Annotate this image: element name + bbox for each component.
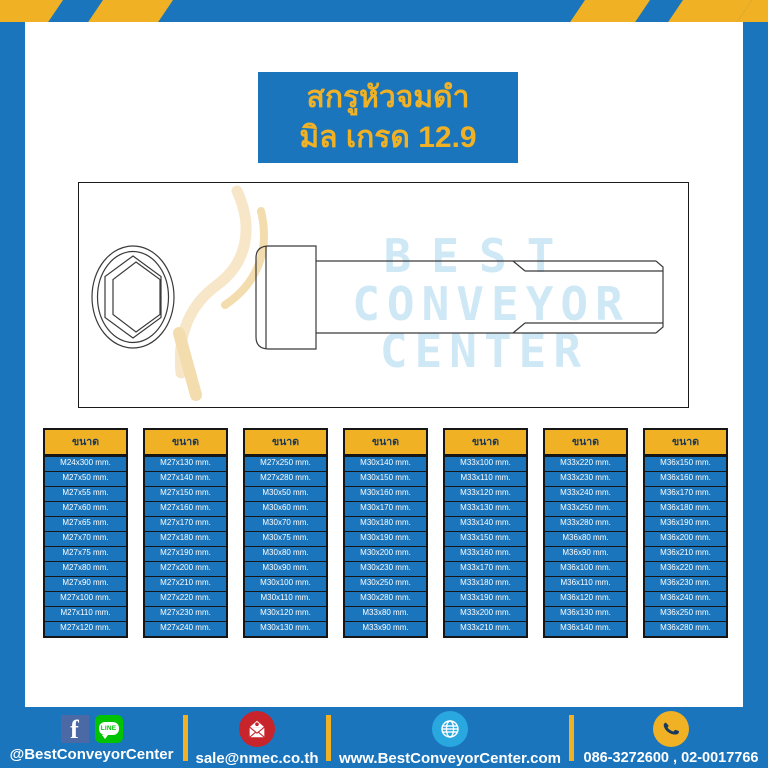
envelope-glyph bbox=[246, 718, 268, 740]
size-cell: M36x100 mm. bbox=[545, 561, 626, 576]
size-cell: M36x230 mm. bbox=[645, 576, 726, 591]
size-cell: M27x100 mm. bbox=[45, 591, 126, 606]
size-cell: M36x200 mm. bbox=[645, 531, 726, 546]
size-cell: M30x180 mm. bbox=[345, 516, 426, 531]
size-cell: M30x280 mm. bbox=[345, 591, 426, 606]
size-cell: M27x70 mm. bbox=[45, 531, 126, 546]
size-cell: M36x210 mm. bbox=[645, 546, 726, 561]
size-cell: M36x150 mm. bbox=[645, 456, 726, 471]
size-cell: M33x110 mm. bbox=[445, 471, 526, 486]
size-column-header: ขนาด bbox=[45, 430, 126, 456]
globe-glyph bbox=[438, 717, 462, 741]
line-icon bbox=[95, 715, 123, 743]
size-cell: M27x230 mm. bbox=[145, 606, 226, 621]
size-cell: M36x120 mm. bbox=[545, 591, 626, 606]
size-cell: M30x140 mm. bbox=[345, 456, 426, 471]
social-handle: @BestConveyorCenter bbox=[9, 745, 174, 763]
size-cell: M27x170 mm. bbox=[145, 516, 226, 531]
size-cell: M36x220 mm. bbox=[645, 561, 726, 576]
size-cell: M30x200 mm. bbox=[345, 546, 426, 561]
size-column-header: ขนาด bbox=[545, 430, 626, 456]
size-cell: M36x250 mm. bbox=[645, 606, 726, 621]
size-cell: M27x240 mm. bbox=[145, 621, 226, 636]
phone-numbers: 086-3272600 , 02-0017766 bbox=[583, 750, 759, 766]
size-cell: M33x200 mm. bbox=[445, 606, 526, 621]
hazard-stripe bbox=[88, 0, 173, 22]
watermark-line2: CONVEYOR bbox=[352, 277, 630, 331]
size-table bbox=[643, 428, 728, 638]
size-cell: M33x240 mm. bbox=[545, 486, 626, 501]
size-cell: M33x210 mm. bbox=[445, 621, 526, 636]
size-cell: M36x80 mm. bbox=[545, 531, 626, 546]
size-cell: M33x170 mm. bbox=[445, 561, 526, 576]
size-cell: M36x280 mm. bbox=[645, 621, 726, 636]
size-cell: M33x280 mm. bbox=[545, 516, 626, 531]
size-cell: M27x250 mm. bbox=[245, 456, 326, 471]
size-cell: M30x160 mm. bbox=[345, 486, 426, 501]
footer-phone-section bbox=[574, 707, 768, 768]
size-cell: M30x75 mm. bbox=[245, 531, 326, 546]
size-tables bbox=[43, 428, 728, 638]
product-title-line2: มิล เกรด 12.9 bbox=[299, 120, 477, 154]
website-label: www.BestConveyorCenter.com bbox=[338, 749, 561, 767]
footer-website-section bbox=[331, 707, 569, 768]
size-cell: M33x100 mm. bbox=[445, 456, 526, 471]
hazard-stripe bbox=[570, 0, 650, 22]
size-cell: M30x250 mm. bbox=[345, 576, 426, 591]
size-cell: M33x130 mm. bbox=[445, 501, 526, 516]
size-table bbox=[243, 428, 328, 638]
phone-glyph bbox=[660, 718, 682, 740]
screw-diagram bbox=[79, 183, 688, 407]
size-cell: M33x160 mm. bbox=[445, 546, 526, 561]
watermark-line3: CENTER bbox=[379, 324, 589, 378]
size-column-header: ขนาด bbox=[445, 430, 526, 456]
size-cell: M33x230 mm. bbox=[545, 471, 626, 486]
facebook-icon: f bbox=[61, 715, 89, 743]
size-cell: M30x130 mm. bbox=[245, 621, 326, 636]
size-cell: M27x220 mm. bbox=[145, 591, 226, 606]
size-column-header: ขนาด bbox=[645, 430, 726, 456]
size-table bbox=[43, 428, 128, 638]
size-cell: M33x190 mm. bbox=[445, 591, 526, 606]
size-cell: M36x140 mm. bbox=[545, 621, 626, 636]
size-cell: M33x250 mm. bbox=[545, 501, 626, 516]
size-cell: M27x65 mm. bbox=[45, 516, 126, 531]
size-cell: M36x160 mm. bbox=[645, 471, 726, 486]
mail-icon bbox=[239, 711, 275, 747]
product-title-line1: สกรูหัวจมดำ bbox=[306, 80, 470, 114]
size-cell: M27x55 mm. bbox=[45, 486, 126, 501]
size-cell: M36x240 mm. bbox=[645, 591, 726, 606]
email-label: sale@nmec.co.th bbox=[195, 749, 319, 767]
footer-email-section bbox=[188, 707, 326, 768]
globe-icon bbox=[432, 711, 468, 747]
size-table bbox=[143, 428, 228, 638]
size-cell: M27x60 mm. bbox=[45, 501, 126, 516]
size-cell: M30x60 mm. bbox=[245, 501, 326, 516]
size-cell: M27x160 mm. bbox=[145, 501, 226, 516]
size-cell: M36x110 mm. bbox=[545, 576, 626, 591]
size-cell: M33x140 mm. bbox=[445, 516, 526, 531]
size-cell: M36x170 mm. bbox=[645, 486, 726, 501]
hazard-stripe bbox=[0, 0, 63, 22]
size-cell: M30x80 mm. bbox=[245, 546, 326, 561]
size-cell: M30x90 mm. bbox=[245, 561, 326, 576]
size-cell: M30x120 mm. bbox=[245, 606, 326, 621]
size-cell: M27x80 mm. bbox=[45, 561, 126, 576]
size-cell: M36x90 mm. bbox=[545, 546, 626, 561]
size-cell: M27x280 mm. bbox=[245, 471, 326, 486]
top-border bbox=[0, 0, 768, 22]
footer-social-section bbox=[0, 707, 183, 768]
size-cell: M36x190 mm. bbox=[645, 516, 726, 531]
size-cell: M33x220 mm. bbox=[545, 456, 626, 471]
size-column-header: ขนาด bbox=[245, 430, 326, 456]
product-title bbox=[258, 72, 518, 163]
size-table bbox=[443, 428, 528, 638]
size-table bbox=[343, 428, 428, 638]
size-cell: M30x230 mm. bbox=[345, 561, 426, 576]
size-cell: M36x130 mm. bbox=[545, 606, 626, 621]
size-column-header: ขนาด bbox=[145, 430, 226, 456]
size-cell: M30x100 mm. bbox=[245, 576, 326, 591]
right-border bbox=[743, 0, 768, 768]
size-cell: M27x130 mm. bbox=[145, 456, 226, 471]
size-cell: M27x90 mm. bbox=[45, 576, 126, 591]
size-cell: M33x180 mm. bbox=[445, 576, 526, 591]
watermark-line1: BEST bbox=[383, 229, 575, 283]
size-cell: M33x150 mm. bbox=[445, 531, 526, 546]
size-cell: M24x300 mm. bbox=[45, 456, 126, 471]
size-cell: M30x190 mm. bbox=[345, 531, 426, 546]
size-cell: M30x170 mm. bbox=[345, 501, 426, 516]
screw-end-view bbox=[92, 246, 174, 348]
size-cell: M27x200 mm. bbox=[145, 561, 226, 576]
size-table bbox=[543, 428, 628, 638]
size-cell: M30x50 mm. bbox=[245, 486, 326, 501]
size-cell: M30x110 mm. bbox=[245, 591, 326, 606]
size-cell: M27x120 mm. bbox=[45, 621, 126, 636]
watermark-text bbox=[352, 229, 630, 378]
size-cell: M27x190 mm. bbox=[145, 546, 226, 561]
screw-diagram-box bbox=[78, 182, 689, 408]
size-cell: M30x70 mm. bbox=[245, 516, 326, 531]
phone-icon bbox=[653, 711, 689, 747]
size-cell: M27x180 mm. bbox=[145, 531, 226, 546]
size-column-header: ขนาด bbox=[345, 430, 426, 456]
line-bubble-label: LINE bbox=[99, 722, 119, 735]
size-cell: M27x210 mm. bbox=[145, 576, 226, 591]
size-cell: M30x150 mm. bbox=[345, 471, 426, 486]
size-cell: M27x110 mm. bbox=[45, 606, 126, 621]
size-cell: M36x180 mm. bbox=[645, 501, 726, 516]
left-border bbox=[0, 0, 25, 768]
logo-watermark bbox=[179, 191, 264, 395]
footer-bar bbox=[0, 707, 768, 768]
size-cell: M33x80 mm. bbox=[345, 606, 426, 621]
size-cell: M27x150 mm. bbox=[145, 486, 226, 501]
size-cell: M33x120 mm. bbox=[445, 486, 526, 501]
size-cell: M27x140 mm. bbox=[145, 471, 226, 486]
size-cell: M27x75 mm. bbox=[45, 546, 126, 561]
size-cell: M27x50 mm. bbox=[45, 471, 126, 486]
size-cell: M33x90 mm. bbox=[345, 621, 426, 636]
social-icons bbox=[61, 715, 123, 743]
